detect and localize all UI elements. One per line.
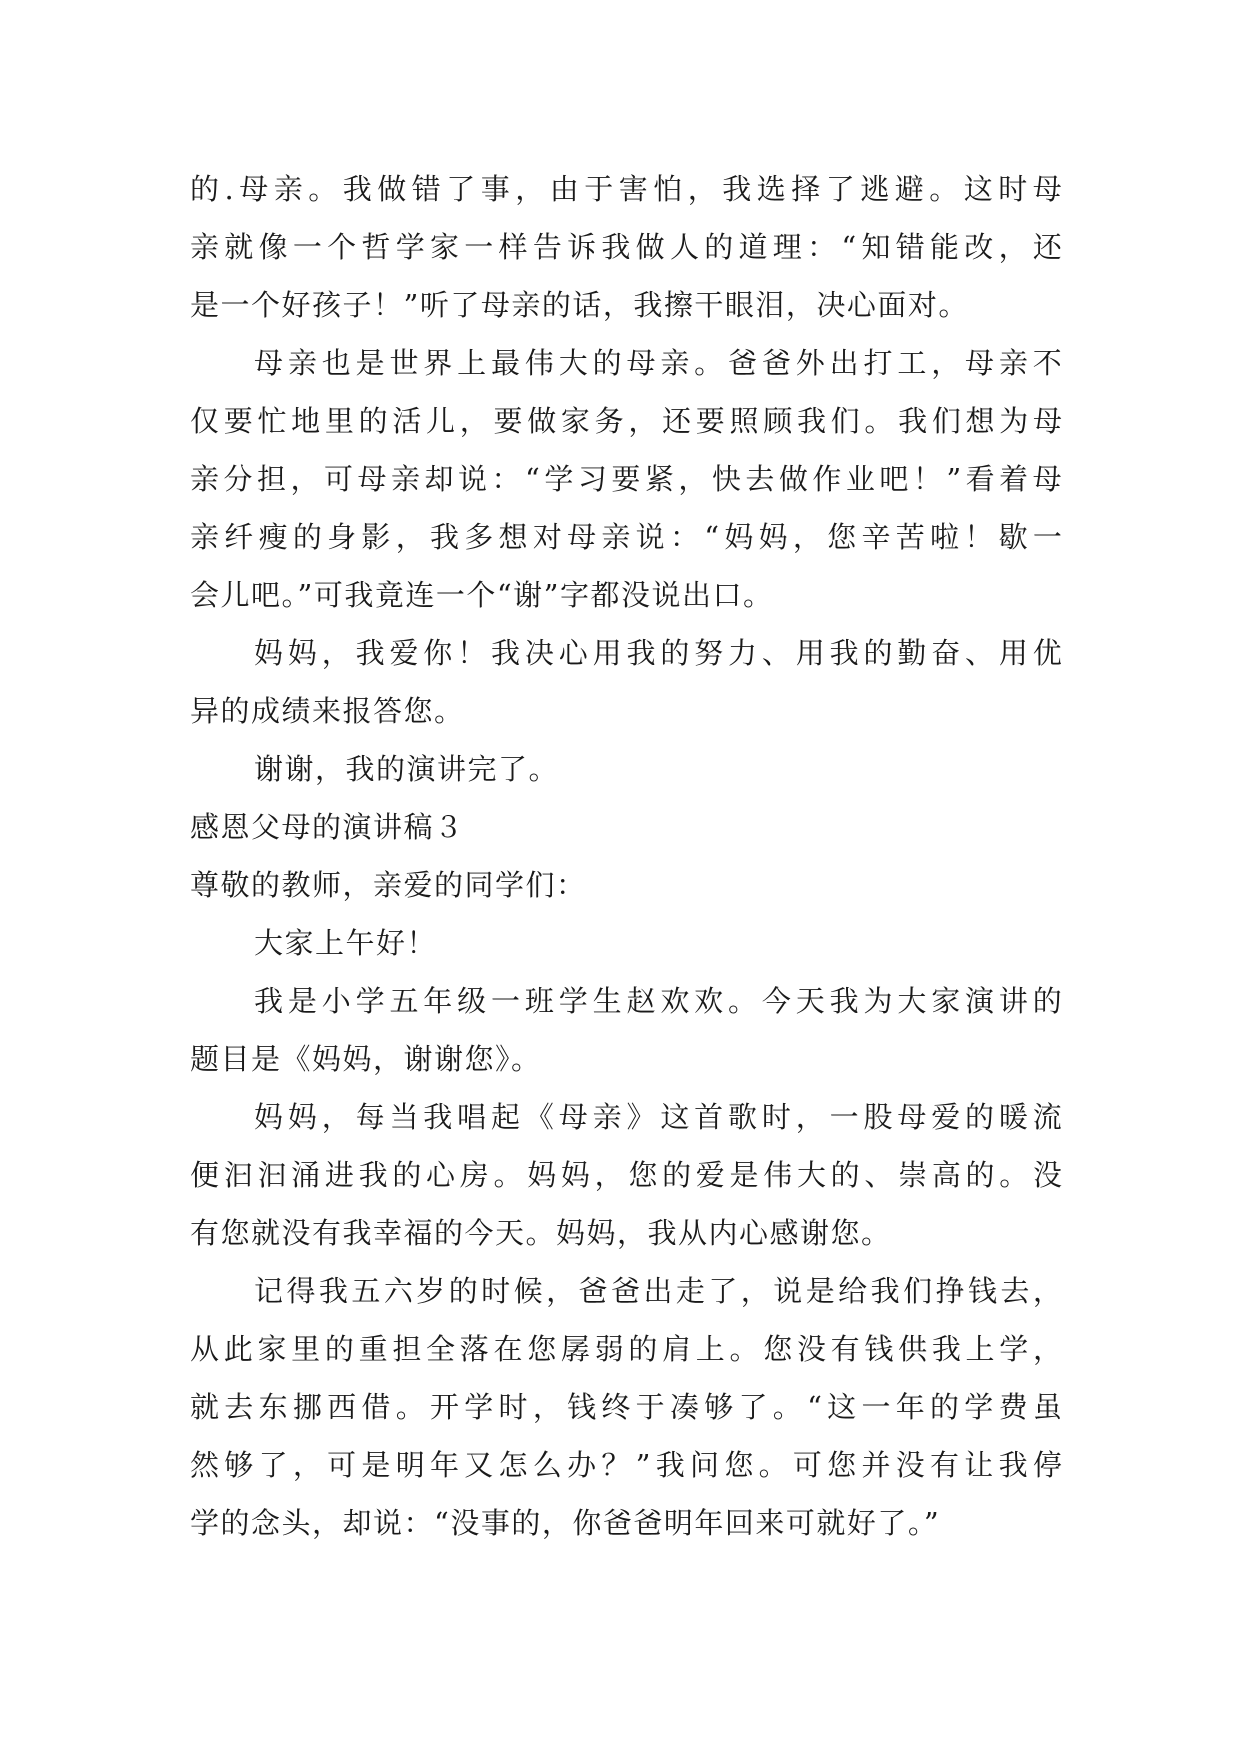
greeting: 大家上午好！ [254,926,438,960]
section-title: 感恩父母的演讲稿３ [190,810,465,844]
text-line: 亲 分 担 ， 可 母 亲 却 说 ： “ 学 习 要 紧 ， 快 去 做 作 业 吧 ！ ” 看 着 母 [190,462,1062,496]
text-line: 便 汩 汩 涌 进 我 的 心 房 。 妈 妈 ， 您 的 爱 是 伟 大 的 、 崇 高 的 。 没 [190,1158,1062,1192]
text-line: 亲 就 像 一 个 哲 学 家 一 样 告 诉 我 做 人 的 道 理 ： “ 知 错 能 改 ， 还 [190,230,1062,264]
paragraph-first-line: 记 得 我 五 六 岁 的 时 候 ， 爸 爸 出 走 了 ， 说 是 给 我 们 挣 钱 去 ， [254,1274,1062,1308]
text-line: 题目是《妈妈，谢谢您》。 [190,1042,542,1076]
paragraph-first-line: 母 亲 也 是 世 界 上 最 伟 大 的 母 亲 。 爸 爸 外 出 打 工 ， 母 亲 不 [254,346,1062,380]
text-line: 会儿吧。”可我竟连一个“谢”字都没说出口。 [190,578,774,612]
text-line: 从 此 家 里 的 重 担 全 落 在 您 孱 弱 的 肩 上 。 您 没 有 钱 供 我 上 学 ， [190,1332,1062,1366]
text-line: 有您就没有我幸福的今天。妈妈，我从内心感谢您。 [190,1216,892,1250]
text-line: 亲 纤 瘦 的 身 影 ， 我 多 想 对 母 亲 说 ： “ 妈 妈 ， 您 辛 苦 啦 ！ 歇 一 [190,520,1062,554]
text-line: 然 够 了 ， 可 是 明 年 又 怎 么 办 ？ ” 我 问 您 。 可 您 并 没 有 让 我 停 [190,1448,1062,1482]
paragraph-first-line: 谢谢，我的演讲完了。 [254,752,560,786]
text-line: 是一个好孩子！”听了母亲的话，我擦干眼泪，决心面对。 [190,288,969,322]
paragraph-first-line: 妈 妈 ， 每 当 我 唱 起 《 母 亲 》 这 首 歌 时 ， 一 股 母 爱 的 暖 流 [254,1100,1062,1134]
paragraph-first-line: 我 是 小 学 五 年 级 一 班 学 生 赵 欢 欢 。 今 天 我 为 大 家 演 讲 的 [254,984,1062,1018]
salutation: 尊敬的教师，亲爱的同学们： [190,868,587,902]
text-line: 异的成绩来报答您。 [190,694,465,728]
text-line: 就 去 东 挪 西 借 。 开 学 时 ， 钱 终 于 凑 够 了 。 “ 这 一 年 的 学 费 虽 [190,1390,1062,1424]
document-page [190,160,1062,1552]
text-line: 仅 要 忙 地 里 的 活 儿 ， 要 做 家 务 ， 还 要 照 顾 我 们 。 我 们 想 为 母 [190,404,1062,438]
paragraph-first-line: 妈 妈 ， 我 爱 你 ！ 我 决 心 用 我 的 努 力 、 用 我 的 勤 奋 、 用 优 [254,636,1062,670]
text-line: 的 . 母 亲 。 我 做 错 了 事 ， 由 于 害 怕 ， 我 选 择 了 逃 避 。 这 时 母 [190,172,1062,206]
text-line: 学的念头，却说：“没事的，你爸爸明年回来可就好了。” [190,1506,941,1540]
